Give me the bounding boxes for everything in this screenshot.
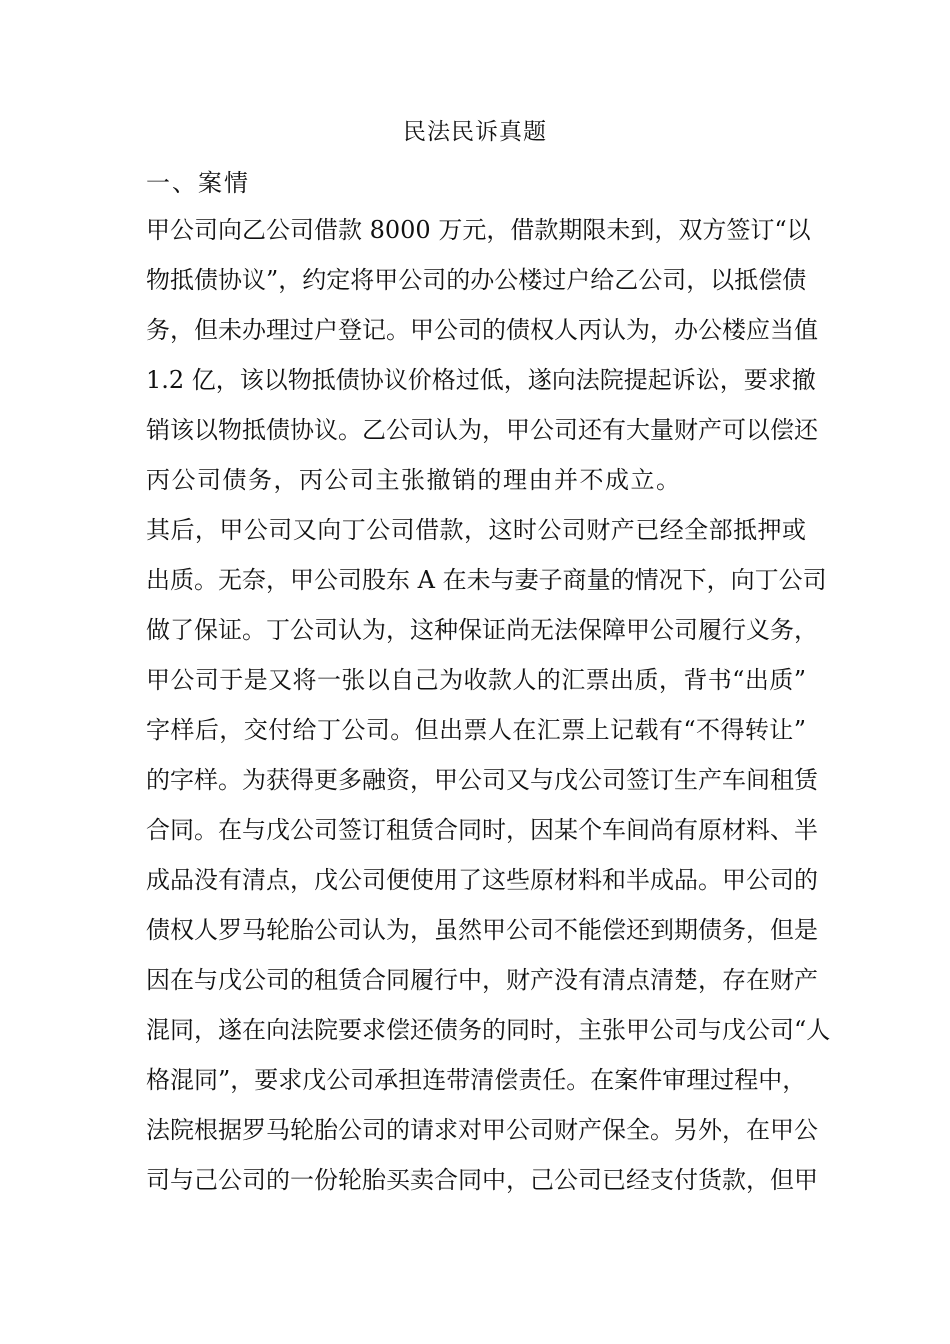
body-line: 甲公司于是又将一张以自己为收款人的汇票出质，背书“出质” <box>146 666 806 694</box>
body-line: 字样后，交付给丁公司。但出票人在汇票上记载有“不得转让” <box>146 716 806 744</box>
body-line: 出质。无奈，甲公司股东 A 在未与妻子商量的情况下，向丁公司 <box>146 566 827 594</box>
document-title: 民法民诉真题 <box>403 119 547 145</box>
body-line: 成品没有清点，戊公司便使用了这些原材料和半成品。甲公司的 <box>146 866 818 894</box>
body-line: 1.2 亿，该以物抵债协议价格过低，遂向法院提起诉讼，要求撤 <box>146 366 816 394</box>
section-heading: 一、案情 <box>146 169 250 197</box>
body-line: 混同，遂在向法院要求偿还债务的同时，主张甲公司与戊公司“人 <box>146 1016 831 1044</box>
body-line: 司与己公司的一份轮胎买卖合同中，己公司已经支付货款，但甲 <box>146 1166 818 1194</box>
body-line: 做了保证。丁公司认为，这种保证尚无法保障甲公司履行义务， <box>146 616 818 644</box>
body-line: 丙公司债务，丙公司主张撤销的理由并不成立。 <box>146 466 682 494</box>
body-line: 债权人罗马轮胎公司认为，虽然甲公司不能偿还到期债务，但是 <box>146 916 818 944</box>
body-line: 销该以物抵债协议。乙公司认为，甲公司还有大量财产可以偿还 <box>146 416 818 444</box>
body-line: 法院根据罗马轮胎公司的请求对甲公司财产保全。另外，在甲公 <box>146 1116 818 1144</box>
body-line: 因在与戊公司的租赁合同履行中，财产没有清点清楚，存在财产 <box>146 966 818 994</box>
body-line: 务，但未办理过户登记。甲公司的债权人丙认为，办公楼应当值 <box>146 316 818 344</box>
body-line: 的字样。为获得更多融资，甲公司又与戊公司签订生产车间租赁 <box>146 766 818 794</box>
body-line: 其后，甲公司又向丁公司借款，这时公司财产已经全部抵押或 <box>146 516 806 544</box>
body-line: 合同。在与戊公司签订租赁合同时，因某个车间尚有原材料、半 <box>146 816 818 844</box>
body-line: 格混同”，要求戊公司承担连带清偿责任。在案件审理过程中， <box>146 1066 807 1094</box>
body-line: 甲公司向乙公司借款 8000 万元，借款期限未到，双方签订“以 <box>146 216 811 244</box>
body-line: 物抵债协议”，约定将甲公司的办公楼过户给乙公司，以抵偿债 <box>146 266 807 294</box>
